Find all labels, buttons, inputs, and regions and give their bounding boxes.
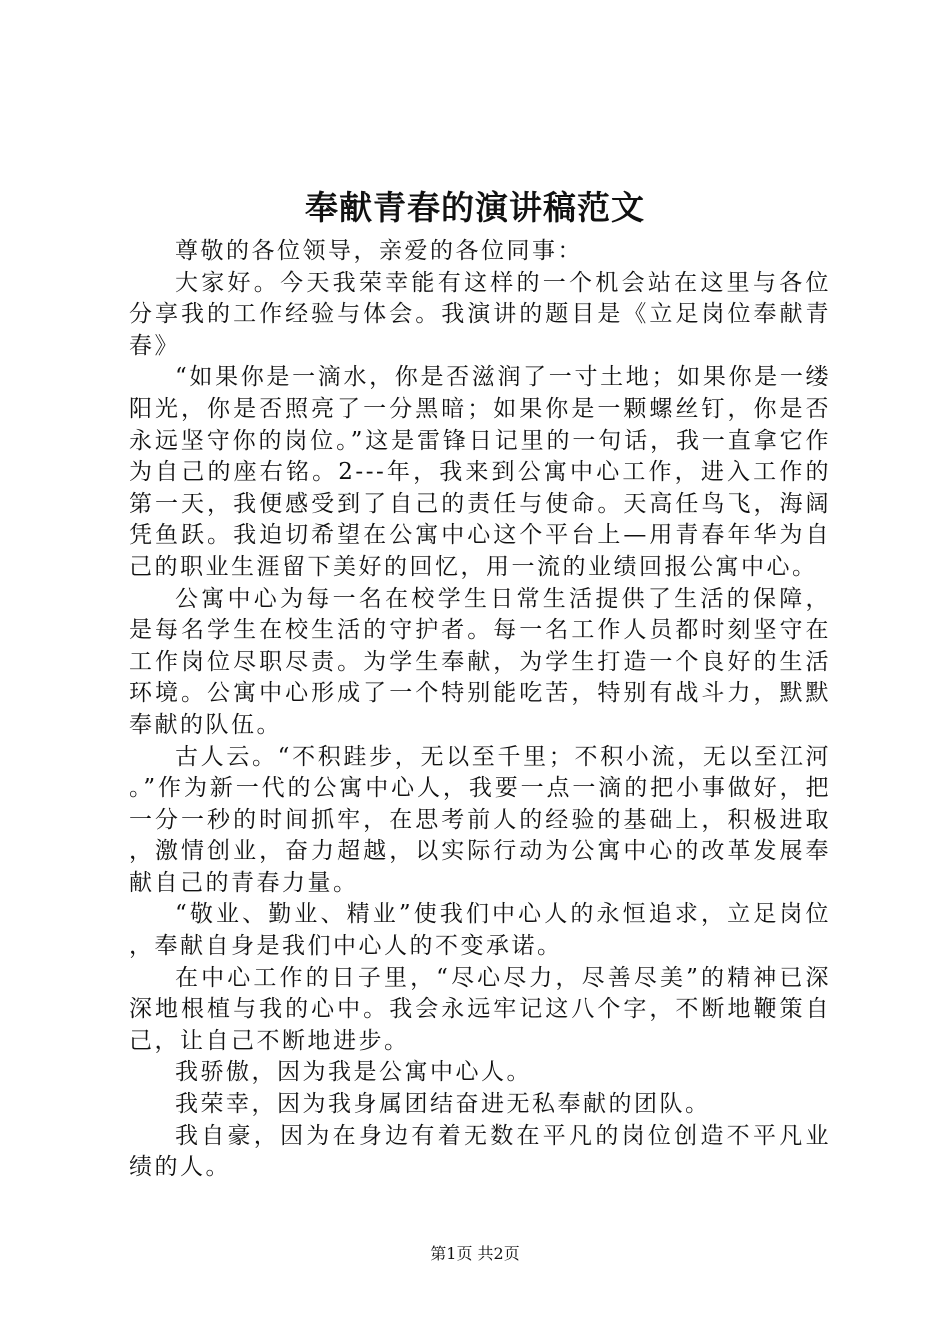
body-paragraph: 古人云。“不积跬步，无以至千里；不积小流，无以至江河。”作为新一代的公寓中心人，我要一点一滴的把小事做好，把一分一秒的时间抓牢，在思考前人的经验的基础上，积极进取，激情创业，奋力超越，以实际行动为公寓中心的改革发展奉献自己的青春力量。 (129, 743, 831, 896)
document-title: 奉献青春的演讲稿范文 (305, 188, 645, 227)
salutation-paragraph: 尊敬的各位领导，亲爱的各位同事： (175, 238, 583, 264)
body-paragraph: 大家好。今天我荣幸能有这样的一个机会站在这里与各位分享我的工作经验与体会。我演讲的题目是《立足岗位奉献青春》 (129, 269, 831, 359)
body-paragraph: 我骄傲，因为我是公寓中心人。 (175, 1059, 532, 1086)
body-paragraph: 我荣幸，因为我身属团结奋进无私奉献的团队。 (175, 1091, 711, 1118)
body-paragraph: “敬业、勤业、精业”使我们中心人的永恒追求，立足岗位，奉献自身是我们中心人的不变承诺。 (129, 901, 831, 960)
page-number-footer: 第1页 共2页 (430, 1244, 520, 1263)
body-paragraph: 公寓中心为每一名在校学生日常生活提供了生活的保障，是每名学生在校生活的守护者。每一名工作人员都时刻坚守在工作岗位尽职尽责。为学生奉献，为学生打造一个良好的生活环境。公寓中心形成了一个特别能吃苦，特别有战斗力，默默奉献的队伍。 (129, 585, 831, 738)
body-paragraph: 在中心工作的日子里，“尽心尽力，尽善尽美”的精神已深深地根植与我的心中。我会永远牢记这八个字，不断地鞭策自己，让自己不断地进步。 (129, 964, 831, 1054)
body-paragraph: “如果你是一滴水，你是否滋润了一寸土地；如果你是一缕阳光，你是否照亮了一分黑暗；如果你是一颗螺丝钉，你是否永远坚守你的岗位。”这是雷锋日记里的一句话，我一直拿它作为自己的座右铭。2---年，我来到公寓中心工作，进入工作的第一天，我便感受到了自己的责任与使命。天高任鸟飞，海阔凭鱼跃。我迫切希望在公寓中心这个平台上—用青春年华为自己的职业生涯留下美好的回忆，用一流的业绩回报公寓中心。 (129, 364, 831, 580)
document-body (129, 236, 831, 1184)
body-paragraph: 我自豪，因为在身边有着无数在平凡的岗位创造不平凡业绩的人。 (129, 1122, 831, 1181)
